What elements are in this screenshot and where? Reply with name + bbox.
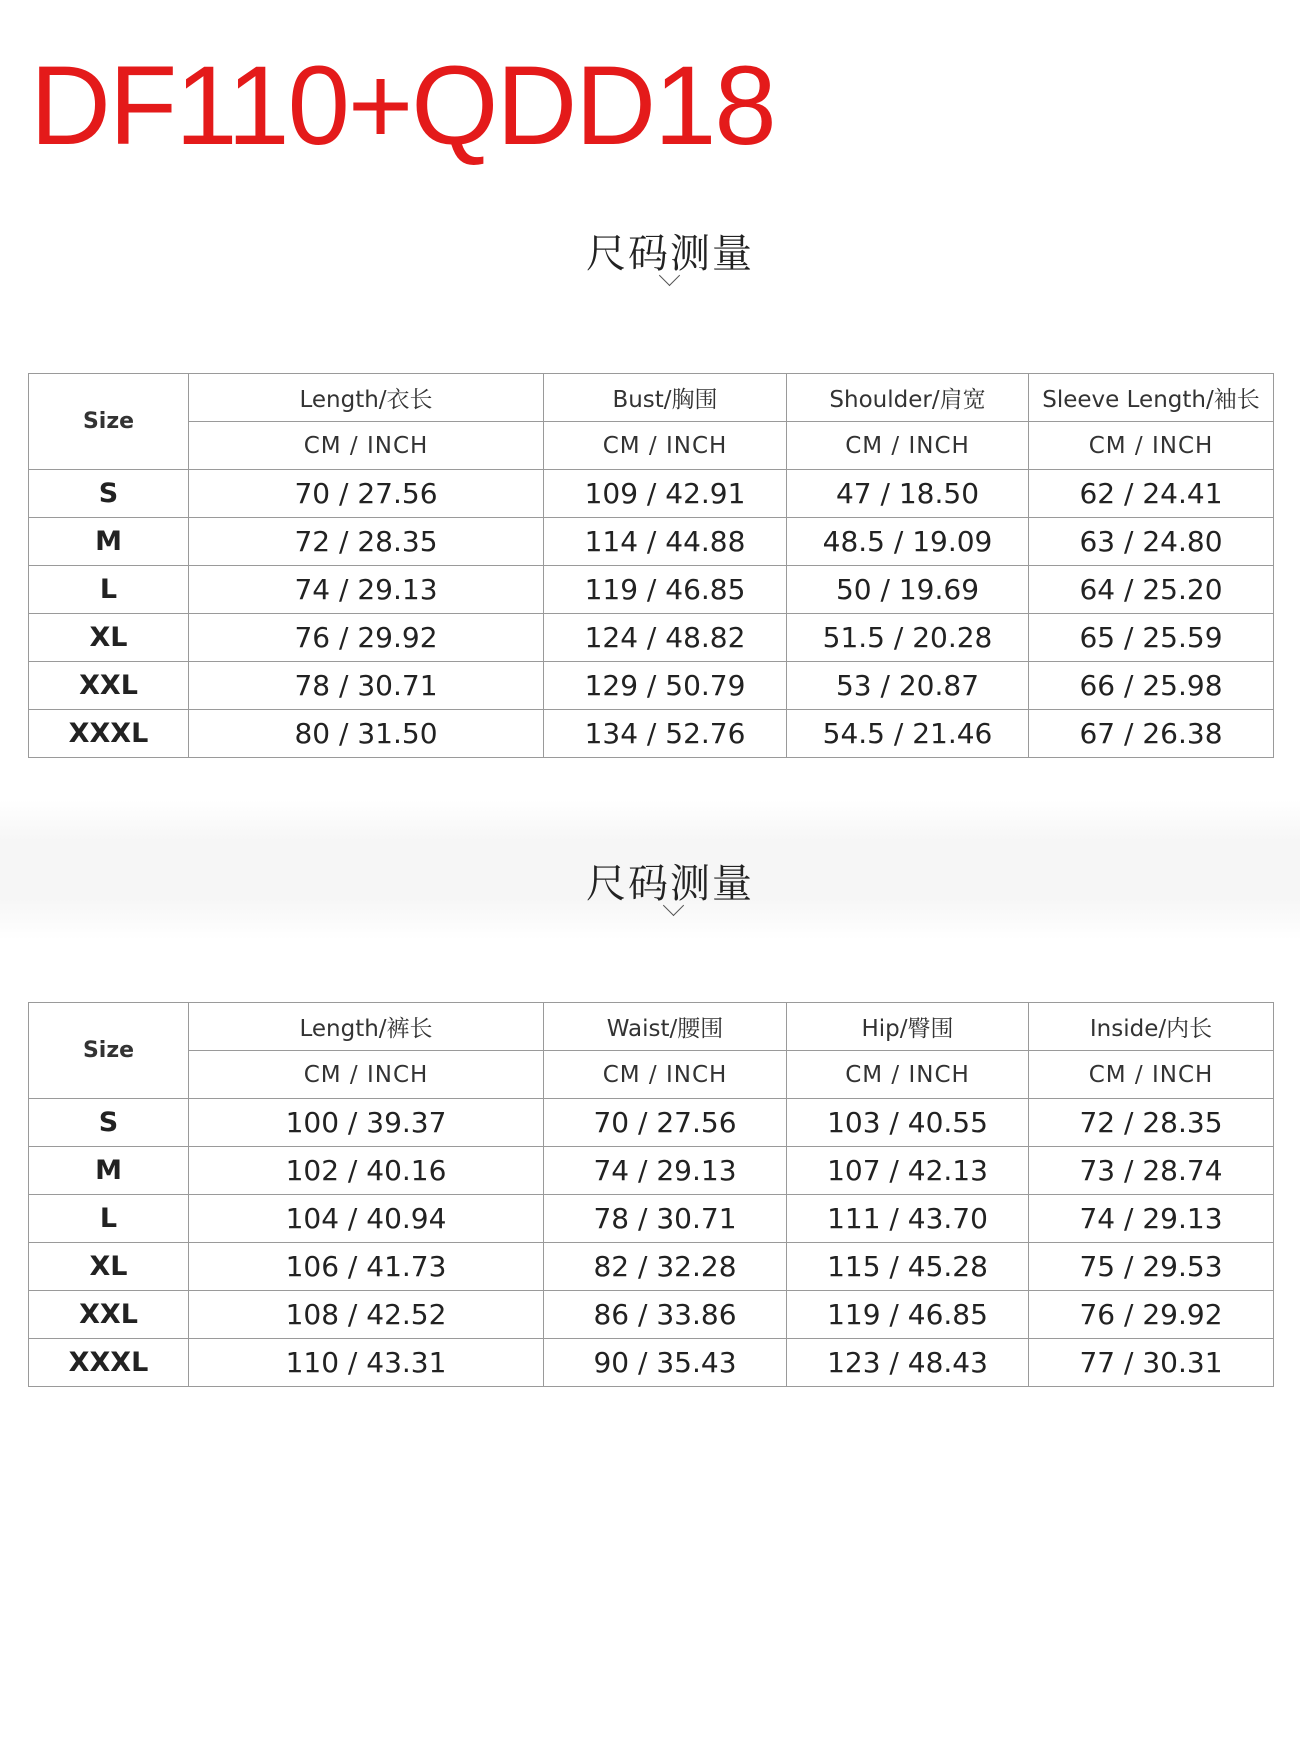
column-header: Shoulder/肩宽 bbox=[787, 374, 1029, 422]
value-cell: 100 / 39.37 bbox=[189, 1099, 544, 1147]
column-header: Inside/内长 bbox=[1029, 1003, 1274, 1051]
value-cell: 134 / 52.76 bbox=[544, 710, 787, 758]
value-cell: 65 / 25.59 bbox=[1029, 614, 1274, 662]
size-cell: L bbox=[29, 1195, 189, 1243]
table-row bbox=[29, 1147, 1274, 1195]
value-cell: 53 / 20.87 bbox=[787, 662, 1029, 710]
size-cell: XL bbox=[29, 614, 189, 662]
value-cell: 63 / 24.80 bbox=[1029, 518, 1274, 566]
value-cell: 111 / 43.70 bbox=[787, 1195, 1029, 1243]
unit-label: CM / INCH bbox=[1029, 422, 1274, 470]
unit-label: CM / INCH bbox=[787, 1051, 1029, 1099]
value-cell: 82 / 32.28 bbox=[544, 1243, 787, 1291]
value-cell: 76 / 29.92 bbox=[1029, 1291, 1274, 1339]
table-header-row bbox=[29, 1003, 1274, 1051]
value-cell: 102 / 40.16 bbox=[189, 1147, 544, 1195]
value-cell: 66 / 25.98 bbox=[1029, 662, 1274, 710]
value-cell: 70 / 27.56 bbox=[189, 470, 544, 518]
size-cell: M bbox=[29, 518, 189, 566]
size-cell: XXXL bbox=[29, 1339, 189, 1387]
value-cell: 72 / 28.35 bbox=[1029, 1099, 1274, 1147]
value-cell: 124 / 48.82 bbox=[544, 614, 787, 662]
table-row bbox=[29, 1099, 1274, 1147]
value-cell: 72 / 28.35 bbox=[189, 518, 544, 566]
column-header: Length/衣长 bbox=[189, 374, 544, 422]
size-header: Size bbox=[29, 374, 189, 470]
size-cell: L bbox=[29, 566, 189, 614]
value-cell: 54.5 / 21.46 bbox=[787, 710, 1029, 758]
section-title: 尺码测量 bbox=[586, 231, 754, 277]
value-cell: 73 / 28.74 bbox=[1029, 1147, 1274, 1195]
column-header: Hip/臀围 bbox=[787, 1003, 1029, 1051]
column-header: Bust/胸围 bbox=[544, 374, 787, 422]
value-cell: 108 / 42.52 bbox=[189, 1291, 544, 1339]
table-row bbox=[29, 710, 1274, 758]
size-cell: S bbox=[29, 470, 189, 518]
column-header: Sleeve Length/袖长 bbox=[1029, 374, 1274, 422]
value-cell: 48.5 / 19.09 bbox=[787, 518, 1029, 566]
value-cell: 86 / 33.86 bbox=[544, 1291, 787, 1339]
table-unit-row bbox=[29, 1051, 1274, 1099]
size-cell: XL bbox=[29, 1243, 189, 1291]
table-row bbox=[29, 662, 1274, 710]
value-cell: 74 / 29.13 bbox=[1029, 1195, 1274, 1243]
table-row bbox=[29, 1339, 1274, 1387]
value-cell: 104 / 40.94 bbox=[189, 1195, 544, 1243]
value-cell: 74 / 29.13 bbox=[544, 1147, 787, 1195]
product-code: DF110+QDD18 bbox=[30, 43, 775, 168]
value-cell: 107 / 42.13 bbox=[787, 1147, 1029, 1195]
value-cell: 47 / 18.50 bbox=[787, 470, 1029, 518]
value-cell: 70 / 27.56 bbox=[544, 1099, 787, 1147]
size-cell: XXL bbox=[29, 1291, 189, 1339]
value-cell: 90 / 35.43 bbox=[544, 1339, 787, 1387]
value-cell: 62 / 24.41 bbox=[1029, 470, 1274, 518]
table-header-row bbox=[29, 374, 1274, 422]
column-header: Waist/腰围 bbox=[544, 1003, 787, 1051]
value-cell: 119 / 46.85 bbox=[787, 1291, 1029, 1339]
value-cell: 106 / 41.73 bbox=[189, 1243, 544, 1291]
value-cell: 129 / 50.79 bbox=[544, 662, 787, 710]
value-cell: 103 / 40.55 bbox=[787, 1099, 1029, 1147]
value-cell: 115 / 45.28 bbox=[787, 1243, 1029, 1291]
size-cell: XXL bbox=[29, 662, 189, 710]
value-cell: 109 / 42.91 bbox=[544, 470, 787, 518]
unit-label: CM / INCH bbox=[544, 422, 787, 470]
table-row bbox=[29, 1243, 1274, 1291]
value-cell: 78 / 30.71 bbox=[544, 1195, 787, 1243]
value-cell: 51.5 / 20.28 bbox=[787, 614, 1029, 662]
unit-label: CM / INCH bbox=[189, 422, 544, 470]
table-row bbox=[29, 566, 1274, 614]
value-cell: 74 / 29.13 bbox=[189, 566, 544, 614]
value-cell: 64 / 25.20 bbox=[1029, 566, 1274, 614]
size-cell: M bbox=[29, 1147, 189, 1195]
value-cell: 50 / 19.69 bbox=[787, 566, 1029, 614]
value-cell: 76 / 29.92 bbox=[189, 614, 544, 662]
unit-label: CM / INCH bbox=[787, 422, 1029, 470]
value-cell: 110 / 43.31 bbox=[189, 1339, 544, 1387]
value-cell: 75 / 29.53 bbox=[1029, 1243, 1274, 1291]
bottom-size-table bbox=[28, 1002, 1274, 1387]
value-cell: 77 / 30.31 bbox=[1029, 1339, 1274, 1387]
table-row bbox=[29, 470, 1274, 518]
size-header: Size bbox=[29, 1003, 189, 1099]
value-cell: 80 / 31.50 bbox=[189, 710, 544, 758]
column-header: Length/裤长 bbox=[189, 1003, 544, 1051]
table-unit-row bbox=[29, 422, 1274, 470]
value-cell: 67 / 26.38 bbox=[1029, 710, 1274, 758]
table-row bbox=[29, 614, 1274, 662]
value-cell: 119 / 46.85 bbox=[544, 566, 787, 614]
size-cell: XXXL bbox=[29, 710, 189, 758]
unit-label: CM / INCH bbox=[544, 1051, 787, 1099]
unit-label: CM / INCH bbox=[189, 1051, 544, 1099]
table-row bbox=[29, 518, 1274, 566]
unit-label: CM / INCH bbox=[1029, 1051, 1274, 1099]
section-title: 尺码测量 bbox=[586, 861, 754, 907]
size-cell: S bbox=[29, 1099, 189, 1147]
value-cell: 123 / 48.43 bbox=[787, 1339, 1029, 1387]
table-row bbox=[29, 1195, 1274, 1243]
value-cell: 78 / 30.71 bbox=[189, 662, 544, 710]
value-cell: 114 / 44.88 bbox=[544, 518, 787, 566]
table-row bbox=[29, 1291, 1274, 1339]
top-size-table bbox=[28, 373, 1274, 758]
